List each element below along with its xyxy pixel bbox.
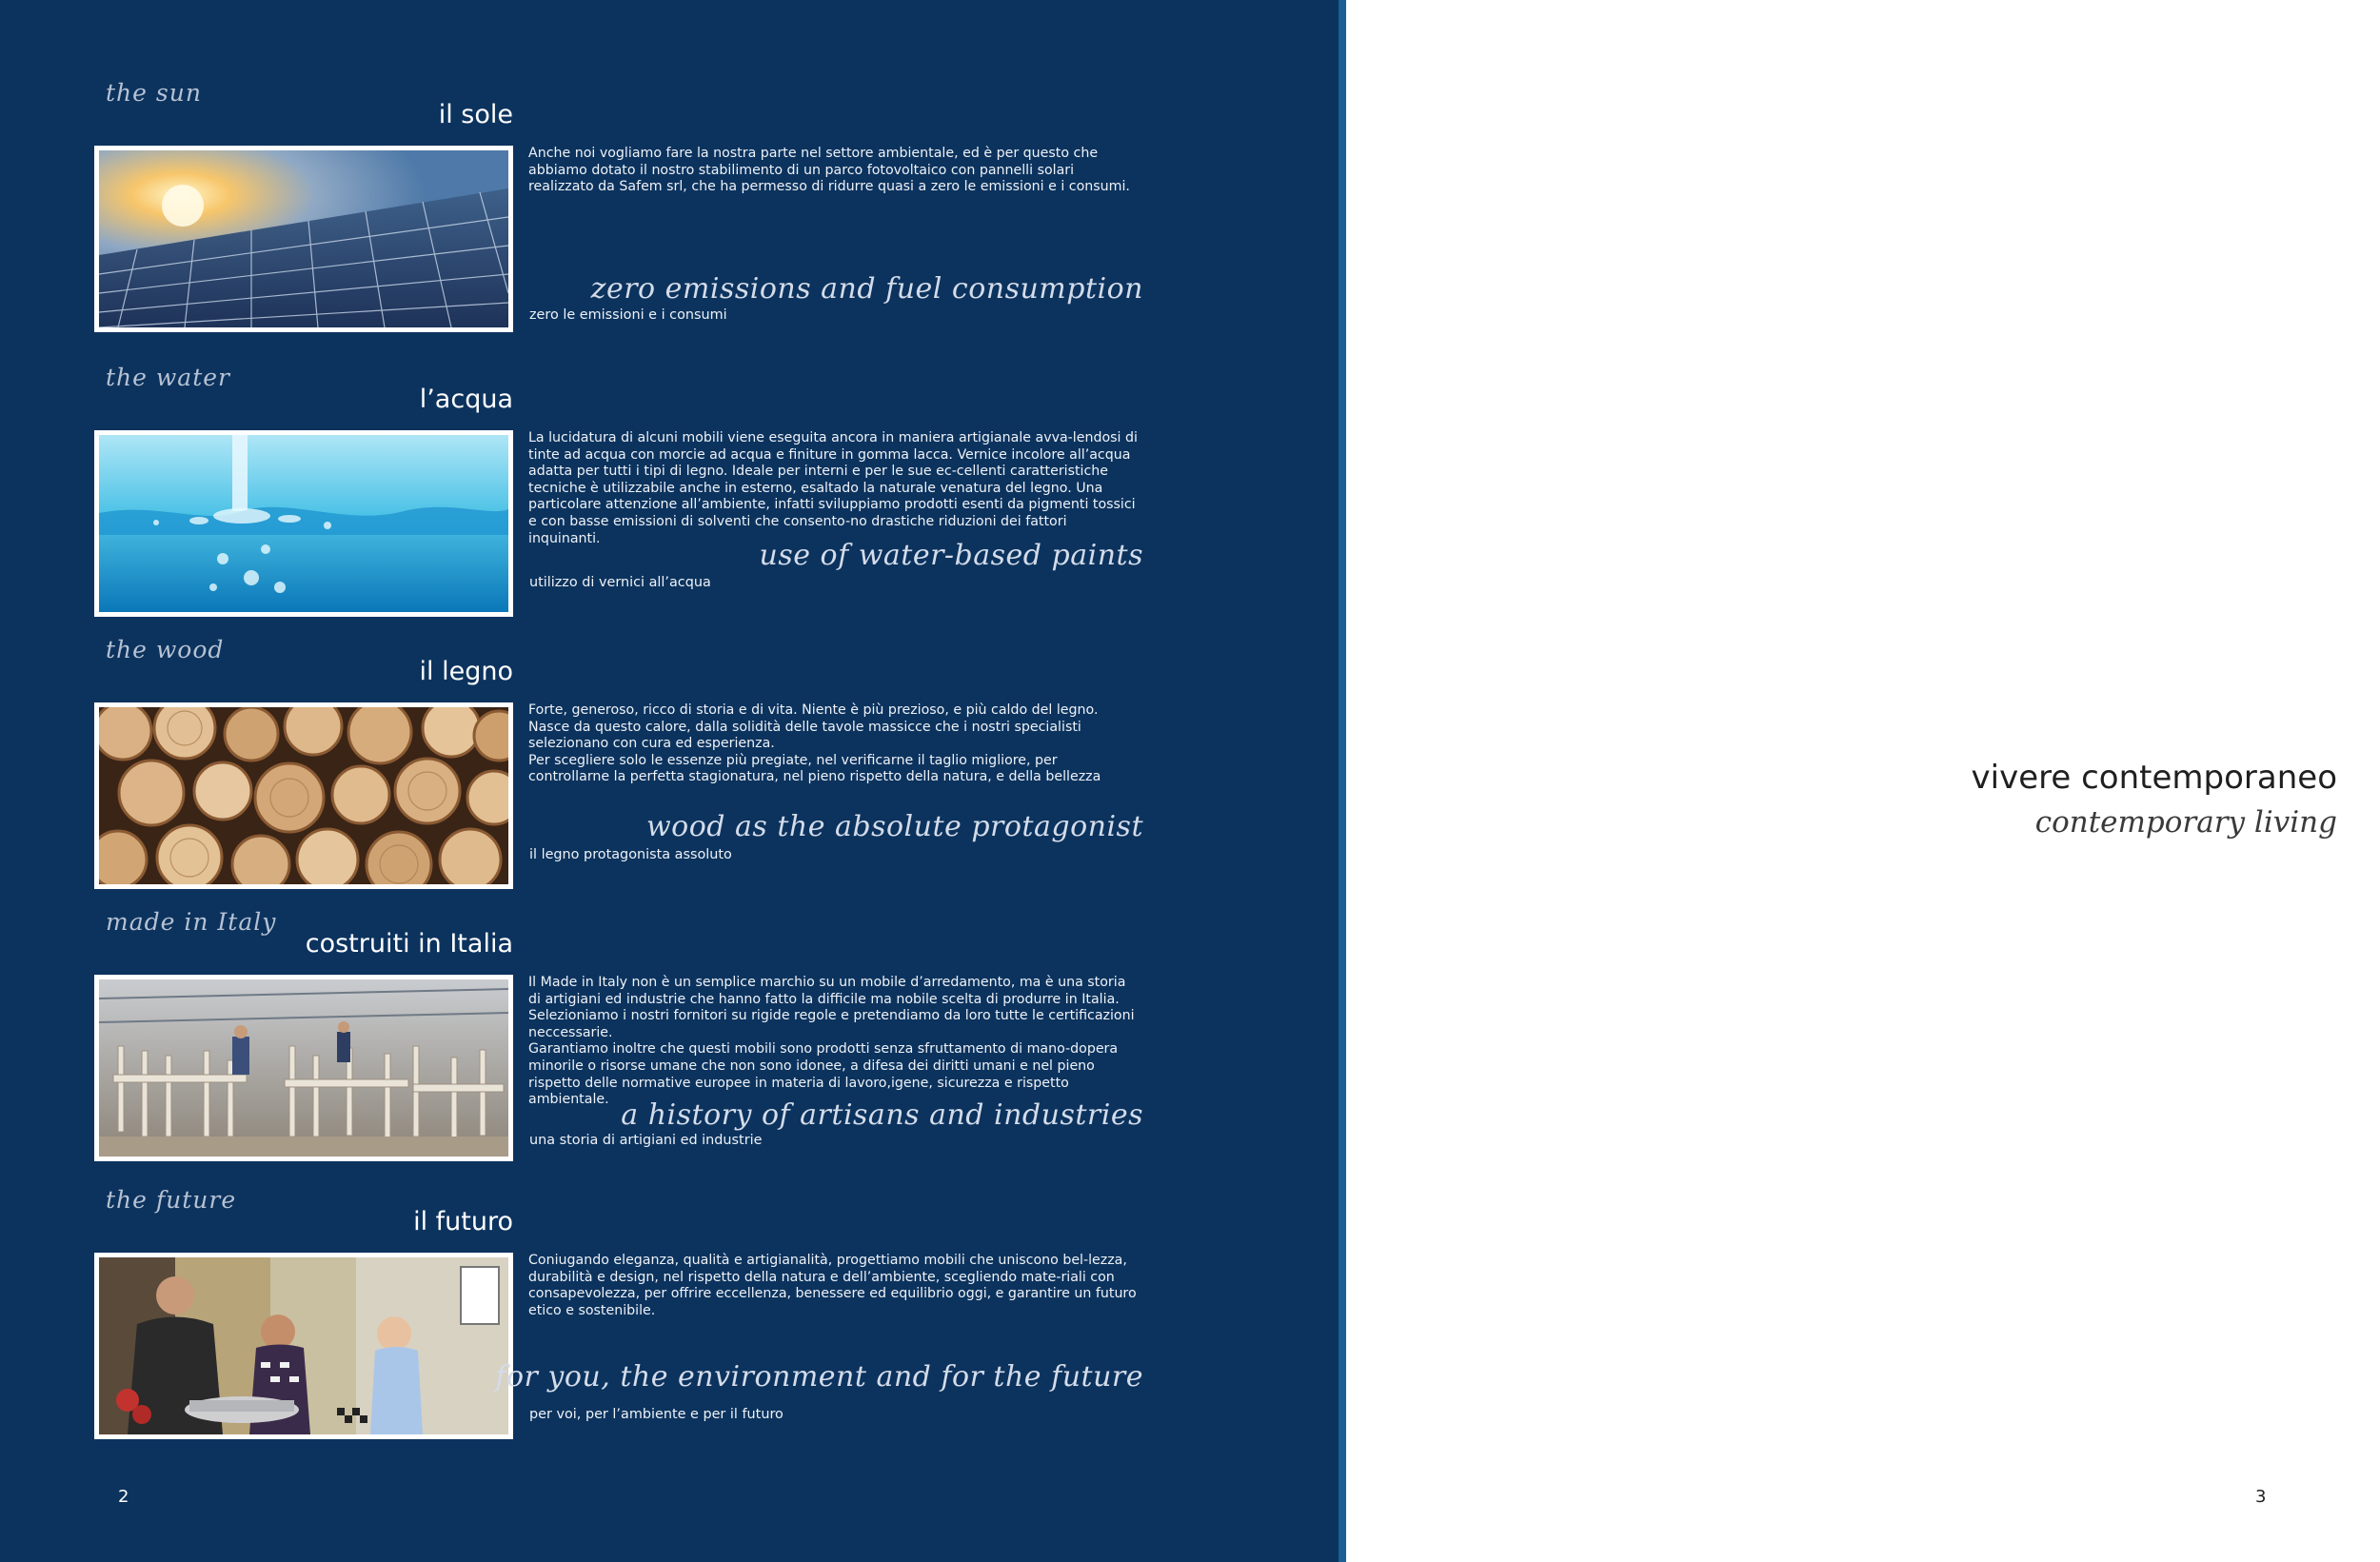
- section-title: il legno: [419, 657, 513, 686]
- section-body: Forte, generoso, ricco di storia e di vita. Niente è più prezioso, e più caldo del legno. Nasce da questo calore, dalla solidità delle tavole massicce che i nostri specialisti selezionano con cura ed esperienza. Per scegliere solo le essenze più pregiate, nel verificarne il taglio migliore, per controllarne la perfetta stagionatura, nel pieno rispetto della natura, e della bellezza: [528, 702, 1101, 785]
- section-body: Anche noi vogliamo fare la nostra parte nel settore ambientale, ed è per questo che abbiamo dotato il nostro stabilimento di un parco fotovoltaico con pannelli solari realizzato da Safem srl, che ha permesso di ridurre quasi a zero le emissioni e i consumi.: [528, 146, 1130, 195]
- section-script-tagline: zero emissions and fuel consumption: [590, 272, 1143, 306]
- section-body: La lucidatura di alcuni mobili viene eseguita ancora in maniera artigianale avva-lendosi di tinte ad acqua con morcie ad acqua e finiture in gomma lacca. Vernice incolore all’acqua adatta per tutti i tipi di legno. Ideale per interni e per le sue ec-cellenti caratteristiche tecniche è utilizzabile anche in esterno, esaltado la naturale venatura del legno. Una particolare attenzione all’ambiente, infatti sviluppiamo prodotti esenti da pigmenti tossici e con basse emissioni di solventi che consento-no drastiche riduzioni dei fattori inquinanti.: [528, 430, 1138, 546]
- children-cooking-photo: [94, 1253, 513, 1439]
- section-script-tagline: use of water-based paints: [759, 539, 1143, 572]
- spine-divider: [1339, 0, 1346, 1562]
- factory-workshop-photo: [94, 975, 513, 1161]
- section-script-heading: the future: [106, 1186, 237, 1214]
- water-splash-photo: [94, 430, 513, 617]
- section-script-heading: the wood: [106, 636, 225, 663]
- section-caption: per voi, per l’ambiente e per il futuro: [529, 1407, 783, 1422]
- wood-logs-photo: [94, 702, 513, 889]
- right-page-subtitle: contemporary living: [2034, 805, 2337, 840]
- page-number-left: 2: [118, 1487, 129, 1507]
- section-wood: [0, 636, 1345, 912]
- section-future: [0, 1186, 1345, 1462]
- section-script-heading: made in Italy: [106, 908, 277, 936]
- section-caption: utilizzo di vernici all’acqua: [529, 575, 711, 590]
- page-number-right: 3: [2255, 1487, 2267, 1507]
- section-caption: il legno protagonista assoluto: [529, 847, 732, 862]
- section-made-in-italy: [0, 908, 1345, 1184]
- section-caption: zero le emissioni e i consumi: [529, 307, 727, 323]
- section-script-tagline: for you, the environment and for the future: [495, 1360, 1143, 1394]
- section-title: il sole: [438, 100, 513, 129]
- section-body: Coniugando eleganza, qualità e artigianalità, progettiamo mobili che uniscono bel-lezza, durabilità e design, nel rispetto della natura e dell’ambiente, scegliendo mate-riali con consapevolezza, per offrire eccellenza, benessere ed equilibrio oggi, e garantire un futuro etico e sostenibile.: [528, 1253, 1137, 1318]
- section-script-heading: the sun: [106, 79, 202, 107]
- solar-panel-photo: [94, 146, 513, 332]
- section-script-tagline: wood as the absolute protagonist: [645, 810, 1143, 843]
- section-title: l’acqua: [419, 385, 513, 414]
- section-caption: una storia di artigiani ed industrie: [529, 1133, 763, 1148]
- section-script-tagline: a history of artisans and industries: [621, 1098, 1143, 1132]
- section-sun: [0, 79, 1345, 355]
- section-body: Il Made in Italy non è un semplice marchio su un mobile d’arredamento, ma è una storia di artigiani ed industrie che hanno fatto la difficile ma nobile scelta di produrre in Italia. Selezioniamo i nostri fornitori su rigide regole e pretendiamo da loro tutte le certificazioni neccessarie. Garantiamo inoltre che questi mobili sono prodotti senza sfruttamento di mano-dopera minorile o risorse umane che non sono idonee, a difesa dei diritti umani e nel pieno rispetto delle normative europee in materia di lavoro,igene, sicurezza e rispetto ambientale.: [528, 975, 1135, 1108]
- right-page-title: vivere contemporaneo: [1971, 759, 2337, 797]
- section-title: costruiti in Italia: [305, 929, 513, 959]
- section-script-heading: the water: [106, 364, 230, 391]
- section-water: [0, 364, 1345, 640]
- section-title: il futuro: [413, 1207, 513, 1236]
